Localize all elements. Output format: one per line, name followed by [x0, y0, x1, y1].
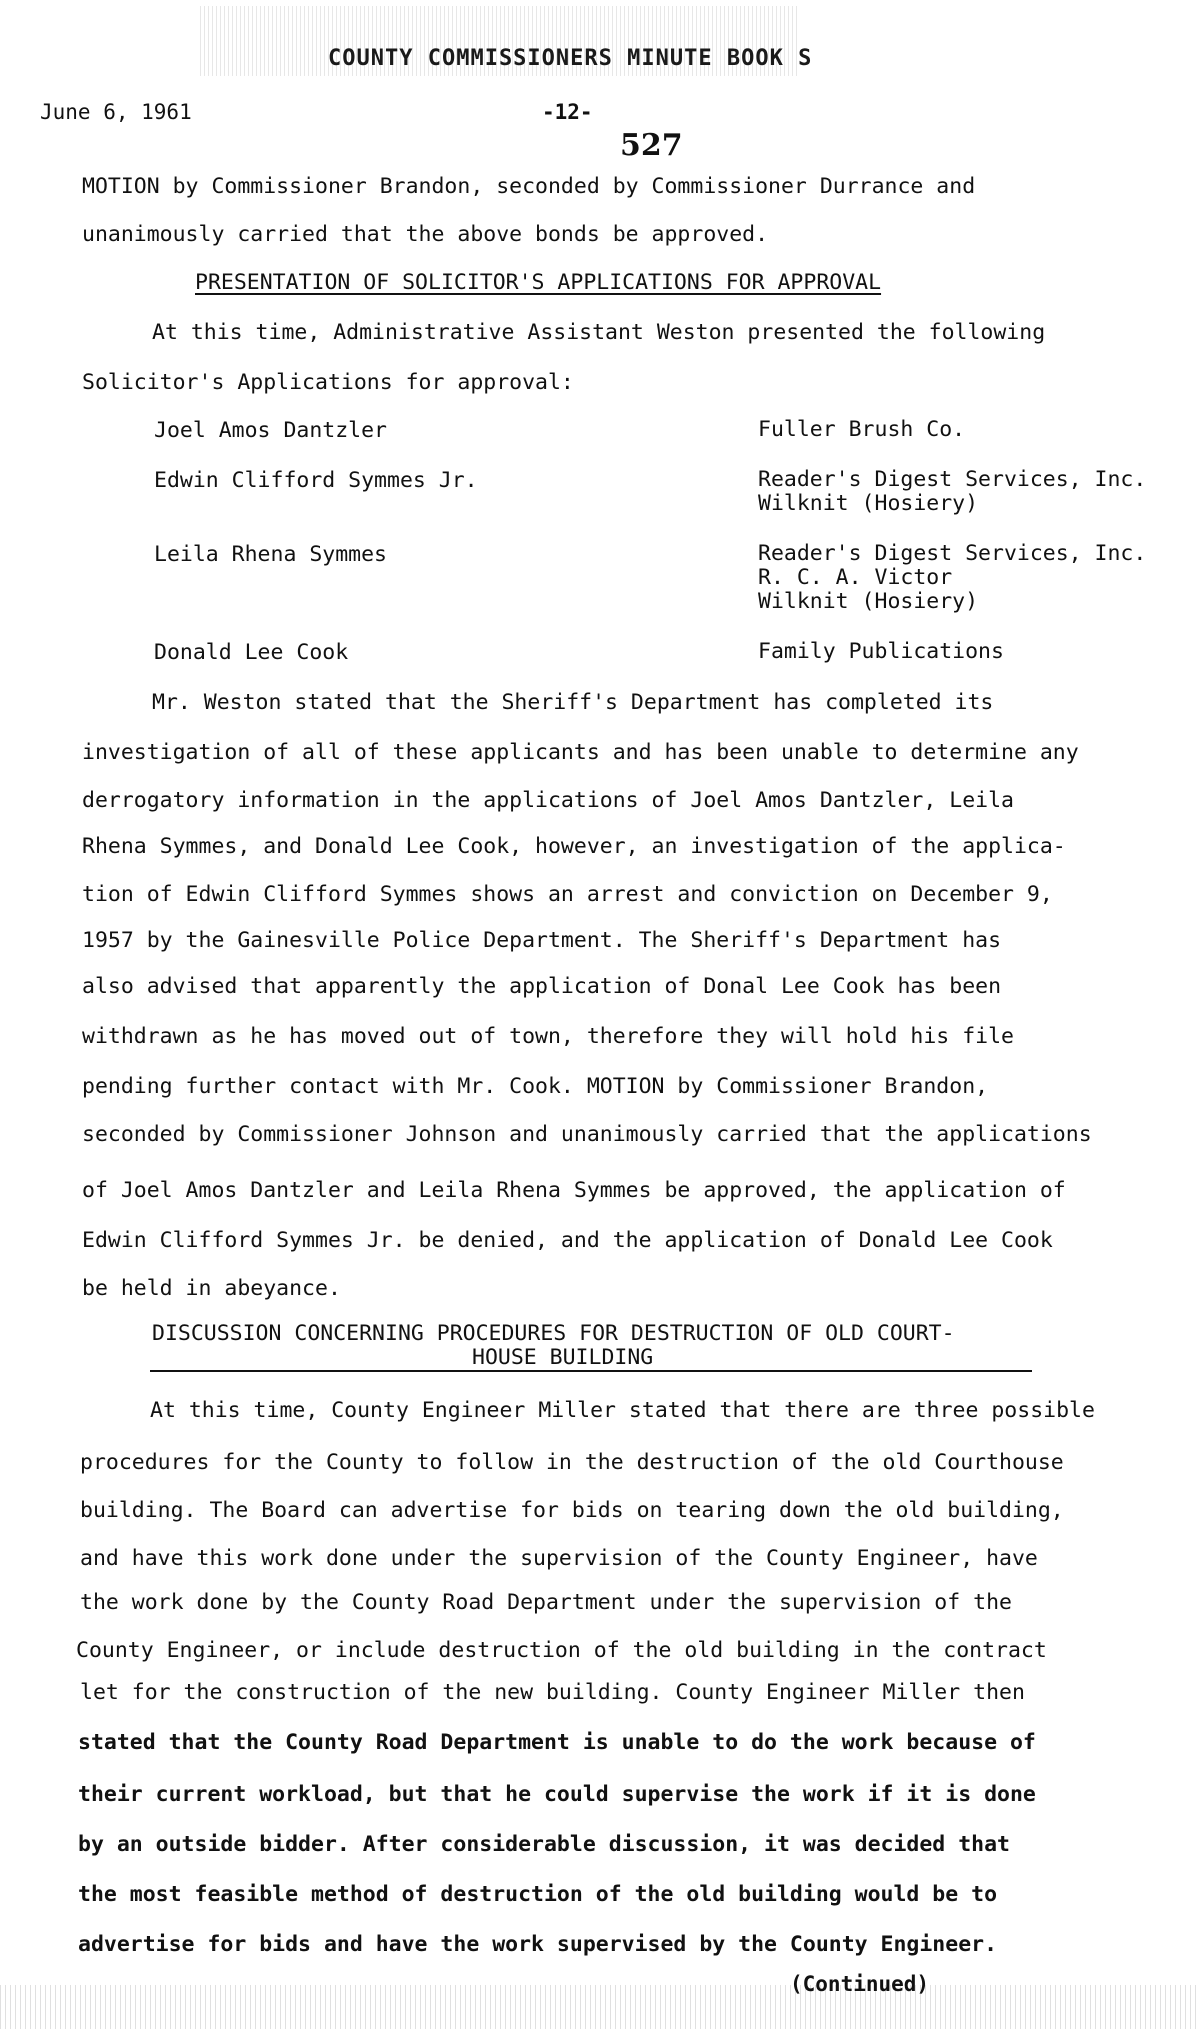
- body-line: 1957 by the Gainesville Police Department. The Sheriff's Department has: [82, 928, 1002, 953]
- motion-bonds-line-1: MOTION by Commissioner Brandon, seconded by Commissioner Durrance and: [82, 174, 976, 199]
- scan-noise-footer: [0, 1985, 1200, 2029]
- body-line: County Engineer, or include destruction of the old building in the contract: [76, 1638, 1047, 1663]
- body-line: Mr. Weston stated that the Sheriff's Department has completed its: [152, 690, 994, 715]
- body-line: Edwin Clifford Symmes Jr. be denied, and the application of Donald Lee Cook: [82, 1228, 1053, 1253]
- body-line: Rhena Symmes, and Donald Lee Cook, however, an investigation of the applica-: [82, 834, 1066, 859]
- applicant-companies: Reader's Digest Services, Inc. R. C. A. Victor Wilknit (Hosiery): [758, 541, 1147, 614]
- body-line: let for the construction of the new building. County Engineer Miller then: [80, 1680, 1025, 1705]
- body-line: also advised that apparently the application of Donal Lee Cook has been: [82, 974, 1002, 999]
- applicant-name: Edwin Clifford Symmes Jr.: [154, 468, 478, 493]
- applicant-name: Leila Rhena Symmes: [154, 542, 387, 567]
- body-line: building. The Board can advertise for bids on tearing down the old building,: [80, 1498, 1064, 1523]
- body-line: of Joel Amos Dantzler and Leila Rhena Symmes be approved, the application of: [82, 1178, 1066, 1203]
- body-line: derrogatory information in the applications of Joel Amos Dantzler, Leila: [82, 788, 1014, 813]
- applicant-companies: Family Publications: [758, 639, 1004, 664]
- heading-underline: [150, 1370, 1032, 1372]
- intro-line-1: At this time, Administrative Assistant Weston presented the following: [152, 320, 1046, 345]
- body-line: seconded by Commissioner Johnson and unanimously carried that the applications: [82, 1122, 1092, 1147]
- applicant-name: Donald Lee Cook: [154, 640, 349, 665]
- body-line: investigation of all of these applicants and has been unable to determine any: [82, 740, 1079, 765]
- body-line: withdrawn as he has moved out of town, therefore they will hold his file: [82, 1024, 1014, 1049]
- minute-book-title: COUNTY COMMISSIONERS MINUTE BOOK S: [328, 46, 813, 71]
- meeting-date: June 6, 1961: [40, 100, 192, 124]
- minute-number: 527: [620, 128, 683, 163]
- body-line: their current workload, but that he could supervise the work if it is done: [78, 1782, 1036, 1807]
- intro-line-2: Solicitor's Applications for approval:: [82, 370, 574, 395]
- body-line: tion of Edwin Clifford Symmes shows an arrest and conviction on December 9,: [82, 882, 1053, 907]
- applicant-companies: Fuller Brush Co.: [758, 417, 966, 442]
- motion-bonds-line-2: unanimously carried that the above bonds be approved.: [82, 222, 769, 247]
- body-line: by an outside bidder. After considerable discussion, it was decided that: [78, 1832, 1010, 1857]
- page-number: -12-: [542, 100, 593, 124]
- body-line: be held in abeyance.: [82, 1276, 341, 1301]
- body-line: procedures for the County to follow in the destruction of the old Courthouse: [80, 1450, 1064, 1475]
- body-line: the most feasible method of destruction of the old building would be to: [78, 1882, 998, 1907]
- applicant-name: Joel Amos Dantzler: [154, 418, 387, 443]
- body-line: pending further contact with Mr. Cook. MOTION by Commissioner Brandon,: [82, 1074, 989, 1099]
- applicant-companies: Reader's Digest Services, Inc. Wilknit (Hosiery): [758, 467, 1147, 516]
- section-heading-solicitor-applications: PRESENTATION OF SOLICITOR'S APPLICATIONS FOR APPROVAL: [195, 270, 882, 295]
- body-line: stated that the County Road Department is unable to do the work because of: [78, 1730, 1036, 1755]
- heading-line-2: HOUSE BUILDING: [472, 1345, 654, 1370]
- section-heading-courthouse-destruction: [152, 1322, 955, 1370]
- continued-label: (Continued): [790, 1972, 930, 1996]
- body-line: and have this work done under the supervision of the County Engineer, have: [80, 1546, 1038, 1571]
- heading-line-1: DISCUSSION CONCERNING PROCEDURES FOR DESTRUCTION OF OLD COURT-: [152, 1321, 955, 1346]
- body-line: the work done by the County Road Department under the supervision of the: [80, 1590, 1012, 1615]
- body-line: At this time, County Engineer Miller stated that there are three possible: [150, 1398, 1095, 1423]
- body-line: advertise for bids and have the work supervised by the County Engineer.: [78, 1932, 998, 1957]
